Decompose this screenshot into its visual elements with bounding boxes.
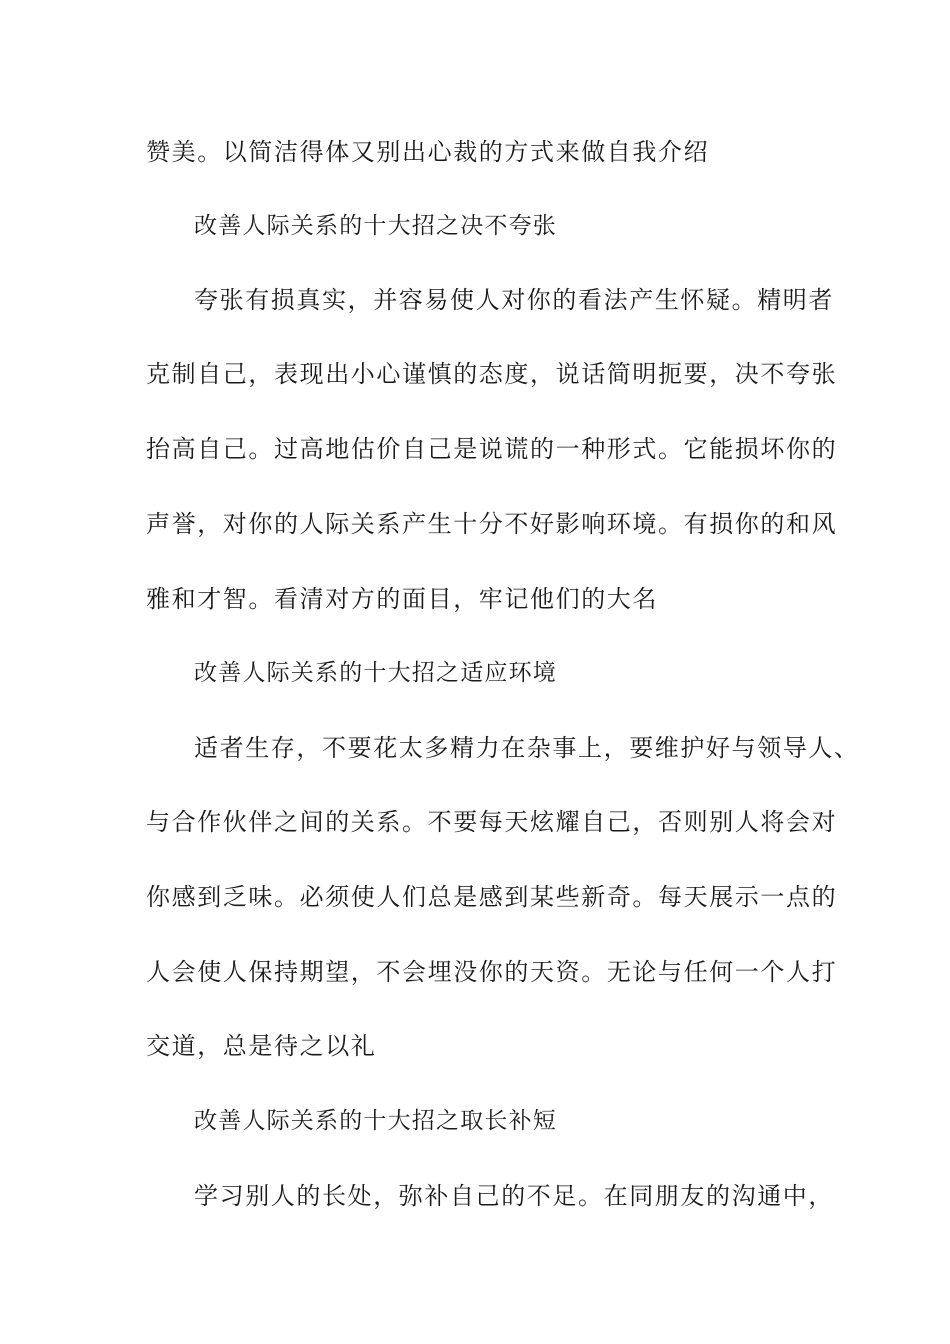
paragraph-line: 学习别人的长处，弥补自己的不足。在同朋友的沟通中， [194,1182,834,1210]
paragraph-line: 声誉，对你的人际关系产生十分不好影响环境。有损你的和风 [146,510,838,538]
paragraph-line: 交道，总是待之以礼 [146,1032,377,1060]
section-heading: 改善人际关系的十大招之取长补短 [194,1108,557,1134]
section-heading: 改善人际关系的十大招之适应环境 [194,660,557,686]
paragraph-line: 你感到乏味。必须使人们总是感到某些新奇。每天展示一点的 [146,883,838,911]
paragraph-line: 赞美。以简洁得体又别出心裁的方式来做自我介绍 [146,138,710,166]
paragraph-line: 夸张有损真实，并容易使人对你的看法产生怀疑。精明者 [194,286,834,314]
paragraph-line: 克制自己，表现出小心谨慎的态度，说话简明扼要，决不夸张 [146,360,838,388]
paragraph-line: 与合作伙伴之间的关系。不要每天炫耀自己，否则别人将会对 [146,808,838,836]
paragraph-line: 适者生存，不要花太多精力在杂事上，要维护好与领导人、 [194,734,860,762]
paragraph-line: 雅和才智。看清对方的面目，牢记他们的大名 [146,585,658,613]
paragraph-line: 人会使人保持期望，不会埋没你的天资。无论与任何一个人打 [146,958,838,986]
section-heading: 改善人际关系的十大招之决不夸张 [194,213,557,239]
paragraph-line: 抬高自己。过高地估价自己是说谎的一种形式。它能损坏你的 [146,435,838,463]
